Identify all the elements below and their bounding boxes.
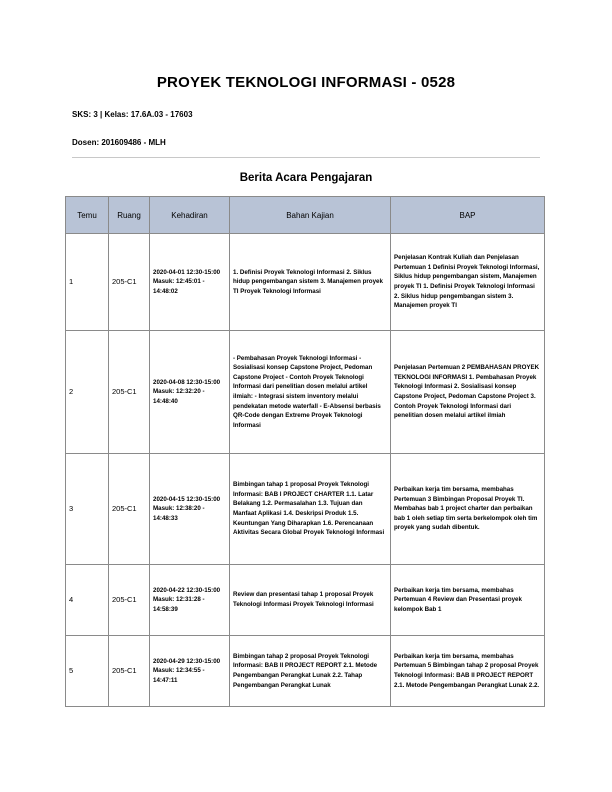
table-row — [66, 331, 545, 454]
section-title: Berita Acara Pengajaran — [239, 172, 373, 184]
cell-bahan-kajian: Review dan presentasi tahap 1 proposal Proyek Teknologi Informasi Proyek Teknologi Informasi — [230, 565, 391, 636]
cell-bahan-kajian: Bimbingan tahap 2 proposal Proyek Teknologi Informasi: BAB II PROJECT REPORT 2.1. Metode Pengembangan Perangkat Lunak 2.2. Tahap Pengembangan Perangkat Lunak — [230, 636, 391, 707]
cell-bap: Penjelasan Kontrak Kuliah dan Penjelasan Pertemuan 1 Definisi Proyek Teknologi Informasi, Siklus hidup pengembangan sistem, Manajemen proyek TI 1. Definisi Proyek Teknologi Informasi 2. Siklus hidup pengembangan sistem 3. Manajemen proyek TI — [391, 234, 545, 331]
cell-temu: 4 — [66, 565, 109, 636]
cell-kehadiran: 2020-04-01 12:30-15:00 Masuk: 12:45:01 - 14:48:02 — [150, 234, 230, 331]
col-header-temu: Temu — [66, 197, 109, 234]
cell-ruang: 205-C1 — [109, 454, 150, 565]
cell-bap: Penjelasan Pertemuan 2 PEMBAHASAN PROYEK TEKNOLOGI INFORMASI 1. Pembahasan Proyek Teknologi Informasi 2. Sosialisasi konsep Capstone Project, Pedoman Capstone Project 3. Contoh Proyek Teknologi Informasi dari penelitian dosen melalui artikel ilmiah — [391, 331, 545, 454]
cell-kehadiran: 2020-04-08 12:30-15:00 Masuk: 12:32:20 - 14:48:40 — [150, 331, 230, 454]
cell-ruang: 205-C1 — [109, 234, 150, 331]
bap-table — [65, 196, 545, 707]
cell-ruang: 205-C1 — [109, 331, 150, 454]
cell-temu: 2 — [66, 331, 109, 454]
divider — [72, 157, 540, 158]
table-row — [66, 454, 545, 565]
col-header-bahan-kajian: Bahan Kajian — [230, 197, 391, 234]
dosen-info: Dosen: 201609486 - MLH — [72, 138, 166, 147]
cell-bahan-kajian: 1. Definisi Proyek Teknologi Informasi 2. Siklus hidup pengembangan sistem 3. Manajemen proyek TI Proyek Teknologi Informasi — [230, 234, 391, 331]
cell-temu: 5 — [66, 636, 109, 707]
cell-bap: Perbaikan kerja tim bersama, membahas Pertemuan 3 Bimbingan Proposal Proyek TI. Membahas bab 1 project charter dan perbaikan bab 1 oleh setiap tim serta berkelompok oleh tim proyek yang sudah dibentuk. — [391, 454, 545, 565]
cell-bap: Perbaikan kerja tim bersama, membahas Pertemuan 4 Review dan Presentasi proyek kelompok Bab 1 — [391, 565, 545, 636]
cell-temu: 1 — [66, 234, 109, 331]
cell-kehadiran: 2020-04-15 12:30-15:00 Masuk: 12:38:20 - 14:48:33 — [150, 454, 230, 565]
table-header-row — [66, 197, 545, 234]
cell-ruang: 205-C1 — [109, 565, 150, 636]
sks-kelas-info: SKS: 3 | Kelas: 17.6A.03 - 17603 — [72, 110, 193, 119]
document-title: PROYEK TEKNOLOGI INFORMASI - 0528 — [156, 74, 456, 91]
cell-kehadiran: 2020-04-29 12:30-15:00 Masuk: 12:34:55 - 14:47:11 — [150, 636, 230, 707]
cell-bahan-kajian: - Pembahasan Proyek Teknologi Informasi - Sosialisasi konsep Capstone Project, Pedoman Capstone Project - Contoh Proyek Teknologi Informasi dari penelitian dosen melalui artikel ilmiah: - Integrasi sistem inventory melalui pendekatan metode waterfall - E-Absensi berbasis QR-Code dengan Extreme Proyek Teknologi Informasi — [230, 331, 391, 454]
cell-kehadiran: 2020-04-22 12:30-15:00 Masuk: 12:31:28 - 14:58:39 — [150, 565, 230, 636]
table-row — [66, 565, 545, 636]
cell-bahan-kajian: Bimbingan tahap 1 proposal Proyek Teknologi Informasi: BAB I PROJECT CHARTER 1.1. Latar Belakang 1.2. Permasalahan 1.3. Tujuan dan Manfaat Aplikasi 1.4. Deskripsi Produk 1.5. Keuntungan Yang Diharapkan 1.6. Perencanaan Aktivitas Secara Global Proyek Teknologi Informasi — [230, 454, 391, 565]
col-header-bap: BAP — [391, 197, 545, 234]
cell-ruang: 205-C1 — [109, 636, 150, 707]
cell-temu: 3 — [66, 454, 109, 565]
table-row — [66, 636, 545, 707]
cell-bap: Perbaikan kerja tim bersama, membahas Pertemuan 5 Bimbingan tahap 2 proposal Proyek Teknologi Informasi: BAB II PROJECT REPORT 2.1. Metode Pengembangan Perangkat Lunak 2.2. — [391, 636, 545, 707]
col-header-ruang: Ruang — [109, 197, 150, 234]
col-header-kehadiran: Kehadiran — [150, 197, 230, 234]
table-row — [66, 234, 545, 331]
